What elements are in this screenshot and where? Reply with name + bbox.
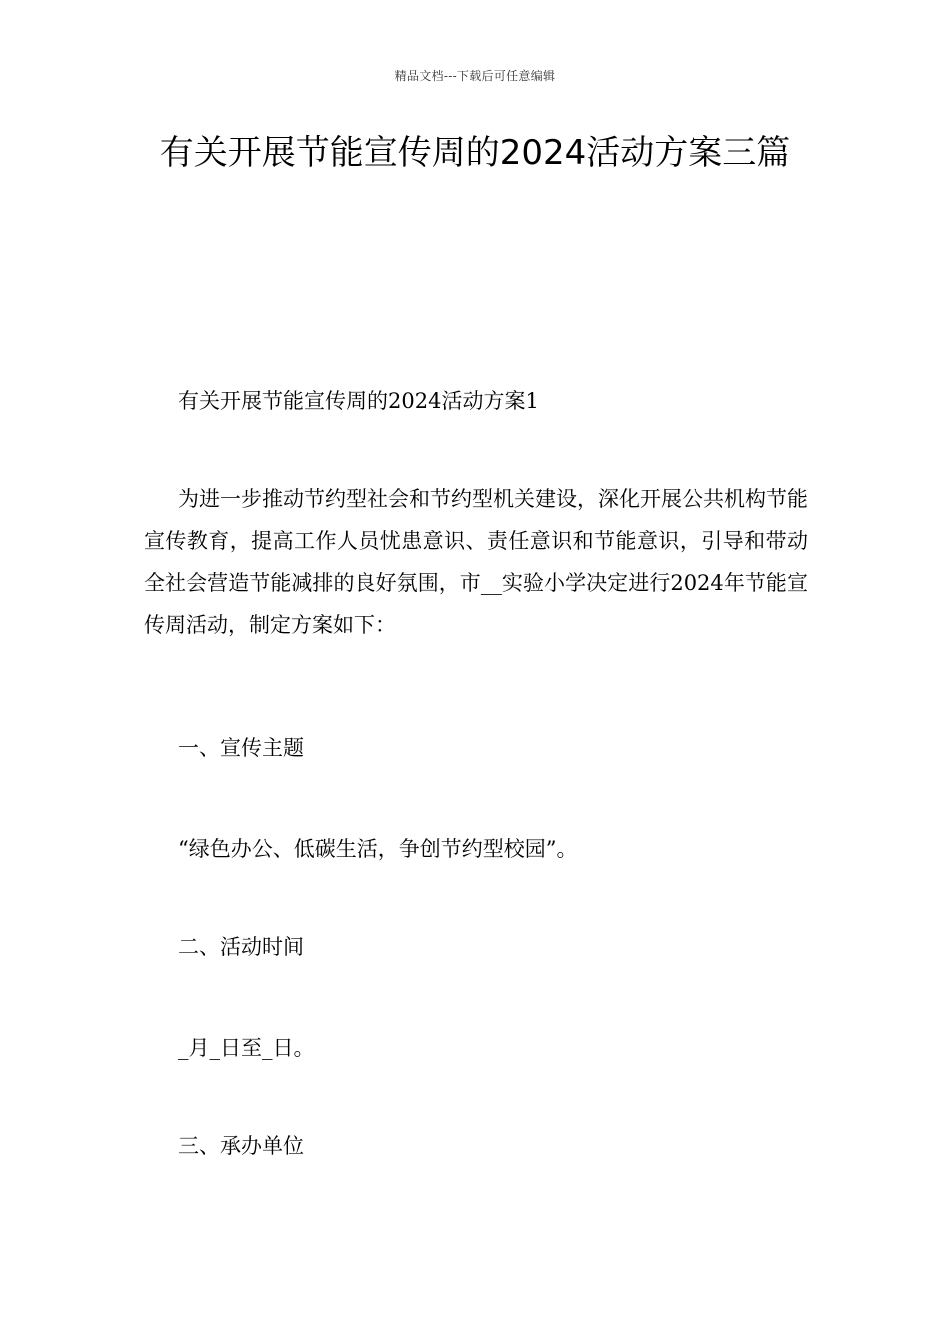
section-heading-organizer: 三、承办单位 bbox=[178, 1134, 304, 1158]
document-title: 有关开展节能宣传周的2024活动方案三篇 bbox=[159, 133, 791, 173]
section-heading-time: 二、活动时间 bbox=[178, 935, 304, 959]
section-heading-theme: 一、宣传主题 bbox=[178, 736, 304, 760]
intro-paragraph: 为进一步推动节约型社会和节约型机关建设，深化开展公共机构节能宣传教育，提高工作人员忧患意识、责任意识和节能意识，引导和带动全社会营造节能减排的良好氛围，市__实验小学决定进行2024年节能宣传周活动，制定方案如下： bbox=[144, 487, 808, 637]
plan-heading: 有关开展节能宣传周的2024活动方案1 bbox=[178, 389, 539, 413]
time-text: _月_日至_日。 bbox=[178, 1036, 315, 1060]
header-note: 精品文档---下载后可任意编辑 bbox=[394, 69, 556, 83]
theme-text: “绿色办公、低碳生活，争创节约型校园”。 bbox=[178, 837, 578, 861]
